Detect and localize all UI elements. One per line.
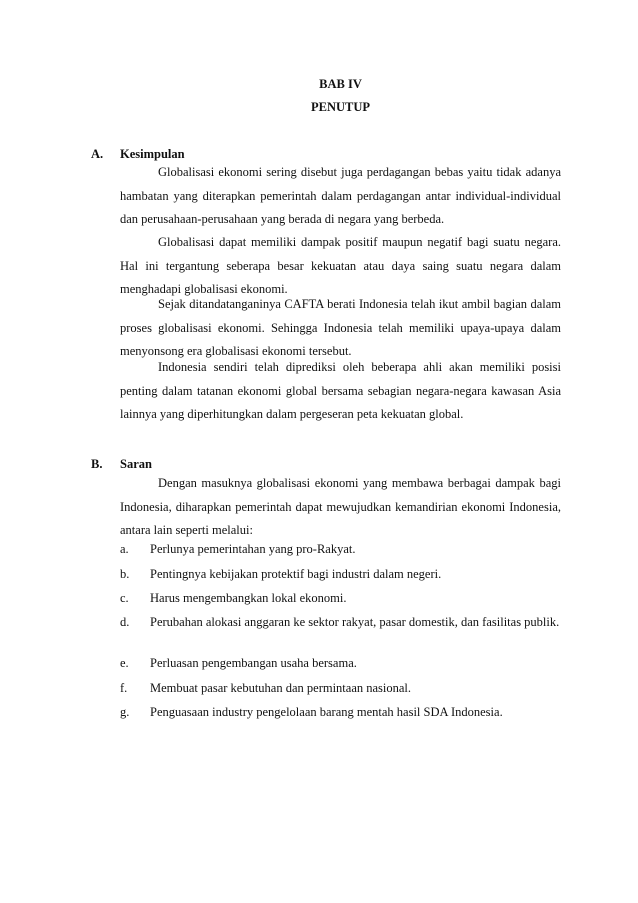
- section-b-heading: Saran: [120, 457, 152, 471]
- list-item-letter: d.: [120, 615, 130, 629]
- list-item-letter: f.: [120, 681, 128, 695]
- list-item: [120, 677, 561, 701]
- list-item-letter: e.: [120, 656, 129, 670]
- conclusion-paragraph-2: Globalisasi dapat memiliki dampak positif maupun negatif bagi suatu negara. Hal ini tergantung seberapa besar kekuatan atau daya saing suatu negara dalam menghadapi globalisasi ekonomi.: [120, 235, 561, 296]
- list-item: [120, 563, 561, 587]
- chapter-number: BAB IV: [319, 77, 362, 91]
- list-item: [120, 611, 561, 635]
- list-item-letter: g.: [120, 705, 130, 719]
- list-item-text: Penguasaan industry pengelolaan barang mentah hasil SDA Indonesia.: [150, 705, 503, 719]
- conclusion-paragraph-3: Sejak ditandatanganinya CAFTA berati Indonesia telah ikut ambil bagian dalam proses globalisasi ekonomi. Sehingga Indonesia telah memiliki upaya-upaya dalam menyonsong era globalisasi ekonomi tersebut.: [120, 297, 561, 358]
- chapter-title: PENUTUP: [310, 100, 371, 114]
- list-item-letter: a.: [120, 542, 129, 556]
- list-item-letter: c.: [120, 591, 129, 605]
- list-item-letter: b.: [120, 567, 130, 581]
- list-item: [120, 587, 561, 611]
- conclusion-paragraph-4: Indonesia sendiri telah diprediksi oleh beberapa ahli akan memiliki posisi penting dalam tatanan ekonomi global bersama sebagian negara-negara kawasan Asia lainnya yang diperhitungkan dalam pergeseran peta kekuatan global.: [120, 360, 561, 421]
- list-item: [120, 701, 561, 725]
- conclusion-paragraph-1: Globalisasi ekonomi sering disebut juga perdagangan bebas yaitu tidak adanya hambatan yang diterapkan pemerintah dalam perdagangan antar individual-individual dan perusahaan-perusahaan yang berada di negara yang berbeda.: [120, 165, 561, 226]
- section-a-label: A.: [91, 147, 104, 161]
- list-item-text: Membuat pasar kebutuhan dan permintaan nasional.: [150, 681, 412, 695]
- section-a-heading: Kesimpulan: [120, 147, 185, 161]
- section-b-label: B.: [91, 457, 103, 471]
- list-item-text: Pentingnya kebijakan protektif bagi industri dalam negeri.: [150, 567, 442, 581]
- list-item-text: Perluasan pengembangan usaha bersama.: [150, 656, 357, 670]
- suggestion-paragraph-1: Dengan masuknya globalisasi ekonomi yang membawa berbagai dampak bagi Indonesia, diharapkan pemerintah dapat mewujudkan kemandirian ekonomi Indonesia, antara lain seperti melalui:: [120, 476, 561, 537]
- list-item: [120, 538, 561, 562]
- list-item: [120, 652, 561, 676]
- list-item-text: Harus mengembangkan lokal ekonomi.: [150, 591, 347, 605]
- list-item-text: Perlunya pemerintahan yang pro-Rakyat.: [150, 542, 356, 556]
- list-item-text: Perubahan alokasi anggaran ke sektor rakyat, pasar domestik, dan fasilitas publik.: [150, 615, 560, 629]
